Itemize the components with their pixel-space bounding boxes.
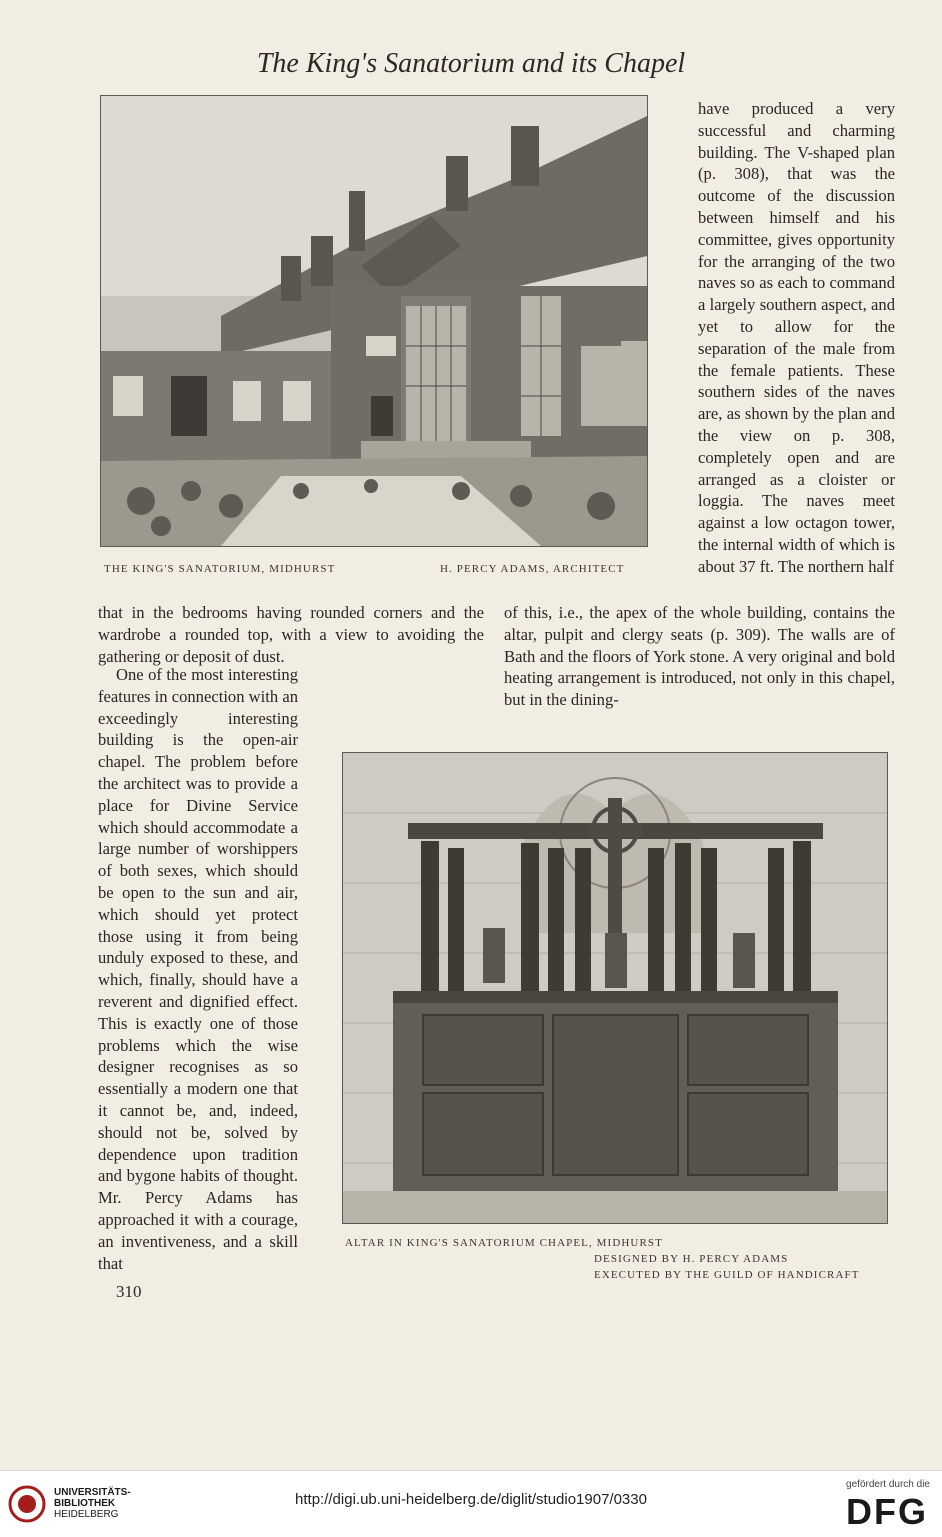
library-name-line2: BIBLIOTHEK [54,1498,116,1509]
sanatorium-photo [100,95,648,547]
library-name-line3: HEIDELBERG [54,1509,119,1520]
funded-by-label: gefördert durch die [846,1479,930,1490]
paragraph: have produced a very successful and charming building. The V-shaped plan (p. 308), that was the outcome of the discussion between himself and his committee, gives opportunity for the arranging of the two naves so as each to command a largely southern aspect, and yet to allow for the separation of the male from the female patients. These southern sides of the naves are, as shown by the plan and the view on p. 308, completely open and are arranged as a cloister or loggia. The naves meet against a low octagon tower, the internal width of which is about 37 ft. The northern half [698,99,895,576]
left-narrow-column-text [98,664,298,1274]
sanatorium-caption-left: THE KING'S SANATORIUM, MIDHURST [104,563,336,575]
running-title: The King's Sanatorium and its Chapel [256,48,686,79]
paragraph: that in the bedrooms having rounded corners and the wardrobe a rounded top, with a view to avoiding the gathering or deposit of dust. [98,603,484,666]
sanatorium-caption-right: H. PERCY ADAMS, ARCHITECT [440,563,625,575]
page-number: 310 [116,1282,142,1301]
altar-caption-line1: ALTAR IN KING'S SANATORIUM CHAPEL, MIDHURST [345,1237,663,1249]
library-name-line1: UNIVERSITÄTS- [54,1487,131,1498]
right-column-mid-text [504,602,895,711]
dfg-logo[interactable]: DFG [846,1491,928,1532]
paragraph: of this, i.e., the apex of the whole building, contains the altar, pulpit and clergy seats (p. 309). The walls are of Bath and the floors of York stone. A very original and bold heating arrangement is introduced, not only in this chapel, but in the dining- [504,603,895,710]
altar-caption-line3: EXECUTED BY THE GUILD OF HANDICRAFT [594,1269,860,1281]
paragraph: One of the most interesting features in connection with an exceedingly interesting building is the open-air chapel. The problem before the architect was to provide a place for Divine Service which should accommodate a large number of worshippers of both sexes, which should be open to the sun and air, which should yet protect those using it from being unduly exposed to these, and which, finally, should have a reverent and dignified effect. This is exactly one of those problems which the wise designer recognises as so essentially a modern one that it cannot be, and, indeed, should not be, solved by dependence upon tradition and bygone habits of thought. Mr. Percy Adams has approached it with a courage, an inventiveness, and a skill that [98,665,298,1273]
right-column-top-text [698,98,895,578]
altar-photo [342,752,888,1224]
altar-caption-line2: DESIGNED BY H. PERCY ADAMS [594,1253,789,1265]
source-url-link[interactable]: http://digi.ub.uni-heidelberg.de/diglit/studio1907/0330 [295,1491,647,1508]
left-column-text [98,602,484,667]
footer-bar [0,1470,942,1537]
